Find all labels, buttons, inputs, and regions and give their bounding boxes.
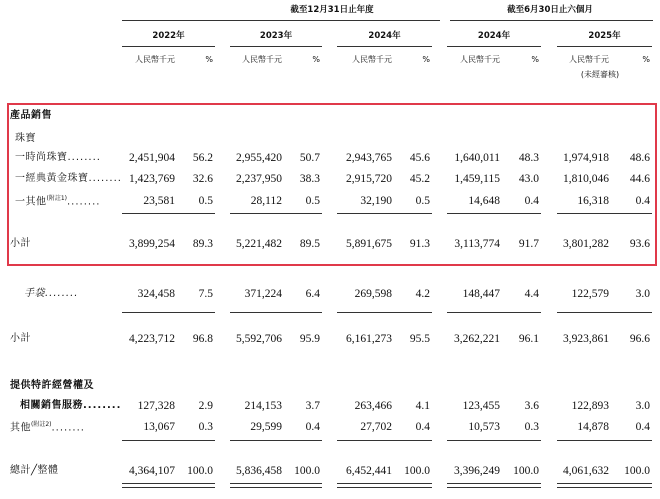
amount-cell: 5,221,482	[236, 238, 282, 250]
leader-dots: ........	[51, 422, 85, 434]
subtotal-rule	[122, 312, 215, 313]
row-label-text: 手袋	[24, 288, 45, 299]
subtotal-rule	[557, 440, 652, 441]
percent-cell: 0.4	[305, 421, 320, 433]
amount-cell: 3,262,221	[454, 333, 500, 345]
percent-cell: 100.0	[624, 465, 650, 477]
year-header: 2024年	[368, 31, 401, 41]
row-label-others1	[15, 196, 100, 207]
percent-cell: 100.0	[187, 465, 213, 477]
unit-rmb-label: 人民幣千元	[352, 55, 392, 64]
row-label-franchise1	[10, 381, 94, 391]
amount-cell: 4,223,712	[129, 333, 175, 345]
amount-cell: 2,451,904	[129, 152, 175, 164]
year-header: 2022年	[152, 31, 185, 41]
percent-cell: 45.2	[409, 173, 430, 185]
row-label-text: 相關銷售服務	[20, 400, 83, 411]
percent-cell: 3.7	[305, 400, 320, 412]
percent-cell: 93.6	[629, 238, 650, 250]
amount-cell: 3,113,774	[454, 238, 500, 250]
amount-cell: 269,598	[354, 288, 392, 300]
amount-cell: 1,810,046	[563, 173, 609, 185]
percent-cell: 100.0	[513, 465, 539, 477]
percent-cell: 6.4	[305, 288, 320, 300]
amount-cell: 122,579	[571, 288, 609, 300]
row-label-text: 提供特許經營權及	[10, 380, 94, 391]
percent-cell: 4.1	[415, 400, 430, 412]
unit-pct-label: %	[531, 55, 539, 64]
percent-cell: 43.0	[518, 173, 539, 185]
amount-cell: 2,943,765	[346, 152, 392, 164]
percent-cell: 96.6	[629, 333, 650, 345]
amount-cell: 1,640,011	[454, 152, 500, 164]
leader-dots: ........	[83, 400, 122, 411]
subtotal-rule	[447, 312, 541, 313]
percent-cell: 56.2	[192, 152, 213, 164]
percent-cell: 100.0	[404, 465, 430, 477]
row-label-text: 小計	[10, 238, 31, 249]
year-rule	[122, 46, 215, 47]
amount-cell: 214,153	[244, 400, 282, 412]
amount-cell: 127,328	[137, 400, 175, 412]
unit-pct-label: %	[642, 55, 650, 64]
subtotal-rule	[230, 213, 322, 214]
header-six-months: 截至6月30日止六個月	[507, 5, 593, 15]
amount-cell: 3,801,282	[563, 238, 609, 250]
rule-year-end	[122, 20, 440, 21]
total-double-rule	[230, 483, 322, 488]
row-label-fashion	[15, 153, 101, 163]
amount-cell: 324,458	[137, 288, 175, 300]
amount-cell: 13,067	[143, 421, 175, 433]
total-double-rule	[122, 483, 215, 488]
percent-cell: 7.5	[198, 288, 213, 300]
amount-cell: 3,899,254	[129, 238, 175, 250]
leader-dots: ........	[67, 152, 101, 163]
percent-cell: 44.6	[629, 173, 650, 185]
percent-cell: 2.9	[198, 400, 213, 412]
percent-cell: 0.4	[524, 195, 539, 207]
amount-cell: 5,891,675	[346, 238, 392, 250]
amount-cell: 5,836,458	[236, 465, 282, 477]
amount-cell: 6,161,273	[346, 333, 392, 345]
row-label-total	[10, 466, 59, 476]
percent-cell: 89.3	[192, 238, 213, 250]
amount-cell: 1,974,918	[563, 152, 609, 164]
row-label-subtotal1	[10, 239, 31, 249]
subtotal-rule	[557, 312, 652, 313]
row-label-text: 總計╱整體	[10, 465, 59, 476]
unaudited-label: (未經審核)	[580, 70, 620, 79]
year-header: 2023年	[259, 31, 293, 41]
percent-cell: 45.6	[409, 152, 430, 164]
subtotal-rule	[337, 213, 432, 214]
amount-cell: 122,893	[571, 400, 609, 412]
amount-cell: 1,423,769	[129, 173, 175, 185]
percent-cell: 0.5	[415, 195, 430, 207]
row-note: (附註2)	[31, 421, 52, 428]
amount-cell: 14,878	[577, 421, 609, 433]
percent-cell: 38.3	[299, 173, 320, 185]
percent-cell: 96.8	[192, 333, 213, 345]
amount-cell: 123,455	[462, 400, 500, 412]
leader-dots: ........	[88, 173, 122, 184]
leader-dots: ........	[45, 288, 79, 299]
subtotal-rule	[557, 213, 652, 214]
subtotal-rule	[337, 312, 432, 313]
percent-cell: 0.3	[524, 421, 539, 433]
amount-cell: 10,573	[468, 421, 500, 433]
amount-cell: 3,396,249	[454, 465, 500, 477]
percent-cell: 32.6	[192, 173, 213, 185]
row-label-text: 小計	[10, 333, 31, 344]
percent-cell: 95.9	[299, 333, 320, 345]
percent-cell: 91.7	[518, 238, 539, 250]
percent-cell: 0.4	[635, 421, 650, 433]
amount-cell: 263,466	[354, 400, 392, 412]
amount-cell: 5,592,706	[236, 333, 282, 345]
row-label-subtotal2	[10, 334, 31, 344]
year-rule	[230, 46, 322, 47]
amount-cell: 1,459,115	[454, 173, 500, 185]
unit-pct-label: %	[422, 55, 430, 64]
percent-cell: 0.4	[635, 195, 650, 207]
percent-cell: 0.5	[198, 195, 213, 207]
subtotal-rule	[447, 213, 541, 214]
subtotal-rule	[230, 440, 322, 441]
year-rule	[447, 46, 541, 47]
percent-cell: 0.3	[198, 421, 213, 433]
year-rule	[557, 46, 652, 47]
amount-cell: 29,599	[250, 421, 282, 433]
amount-cell: 4,061,632	[563, 465, 609, 477]
amount-cell: 148,447	[462, 288, 500, 300]
percent-cell: 96.1	[518, 333, 539, 345]
percent-cell: 100.0	[294, 465, 320, 477]
amount-cell: 16,318	[577, 195, 609, 207]
unit-rmb-label: 人民幣千元	[242, 55, 282, 64]
percent-cell: 50.7	[299, 152, 320, 164]
amount-cell: 27,702	[360, 421, 392, 433]
unit-rmb-label: 人民幣千元	[569, 55, 609, 64]
row-note: (附註1)	[46, 195, 67, 202]
percent-cell: 0.4	[415, 421, 430, 433]
unit-pct-label: %	[205, 55, 213, 64]
year-header: 2024年	[477, 31, 511, 41]
unit-rmb-label: 人民幣千元	[460, 55, 500, 64]
row-label-sales	[10, 111, 52, 121]
row-label-text: 產品銷售	[10, 110, 52, 121]
amount-cell: 2,955,420	[236, 152, 282, 164]
amount-cell: 6,452,441	[346, 465, 392, 477]
row-label-text: 一其他	[15, 196, 47, 208]
percent-cell: 0.5	[305, 195, 320, 207]
amount-cell: 371,224	[244, 288, 282, 300]
row-label-text: 珠寶	[15, 133, 36, 144]
amount-cell: 23,581	[143, 195, 175, 207]
percent-cell: 48.6	[629, 152, 650, 164]
year-header: 2025年	[588, 31, 621, 41]
total-double-rule	[337, 483, 432, 488]
unit-pct-label: %	[312, 55, 320, 64]
percent-cell: 3.0	[635, 400, 650, 412]
unit-rmb-label: 人民幣千元	[135, 55, 175, 64]
percent-cell: 91.3	[409, 238, 430, 250]
row-label-text: 其他	[10, 422, 31, 434]
row-label-jewelry	[15, 134, 36, 144]
percent-cell: 95.5	[409, 333, 430, 345]
row-label-handbags	[24, 289, 78, 299]
total-double-rule	[557, 483, 652, 488]
percent-cell: 3.0	[635, 288, 650, 300]
amount-cell: 14,648	[468, 195, 500, 207]
year-rule	[337, 46, 432, 47]
amount-cell: 2,237,950	[236, 173, 282, 185]
percent-cell: 3.6	[524, 400, 539, 412]
total-double-rule	[447, 483, 541, 488]
rule-six-months	[450, 20, 653, 21]
subtotal-rule	[447, 440, 541, 441]
subtotal-rule	[230, 312, 322, 313]
percent-cell: 4.4	[524, 288, 539, 300]
row-label-others2	[10, 422, 85, 433]
amount-cell: 32,190	[360, 195, 392, 207]
amount-cell: 4,364,107	[129, 465, 175, 477]
leader-dots: ........	[67, 196, 101, 208]
percent-cell: 89.5	[299, 238, 320, 250]
row-label-text: 一時尚珠寶	[15, 152, 68, 163]
subtotal-rule	[337, 440, 432, 441]
subtotal-rule	[122, 213, 215, 214]
subtotal-rule	[122, 440, 215, 441]
amount-cell: 2,915,720	[346, 173, 392, 185]
row-label-text: 一經典黃金珠寶	[15, 173, 89, 184]
amount-cell: 28,112	[250, 195, 282, 207]
percent-cell: 48.3	[518, 152, 539, 164]
amount-cell: 3,923,861	[563, 333, 609, 345]
header-year-end: 截至12月31日止年度	[290, 5, 374, 15]
percent-cell: 4.2	[415, 288, 430, 300]
